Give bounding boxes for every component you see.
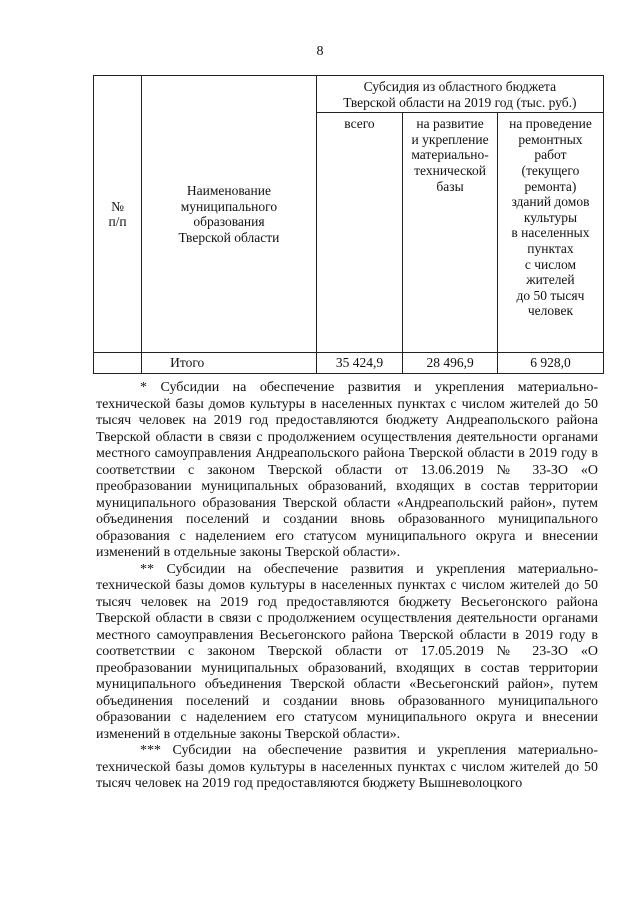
footnote-1: * Субсидии на обеспечение развития и укрепления материально-технической базы домов культуры в населенных пунктах с числом жителей до 50 тысяч человек на 2019 год предоставляются бюджету Андреапольского района Тверской области в связи с продолжением осуществления деятельности органами местного самоуправления Андреапольского района Тверской области в 2019 году в соответствии с законом Тверской области от 13.06.2019 № 33-ЗО «О преобразовании муниципальных образований, входящих в состав территории муниципального образования Тверской области «Андреапольский район», путем объединения поселений и создании вновь образованного муниципального образования с наделением его статусом муниципального округа и внесении изменений в отдельные законы Тверской области».	[96, 380, 598, 560]
header-total	[316, 113, 402, 353]
header-repair-works	[497, 113, 603, 353]
header-municipality-name-text: Наименование муниципального образования Тверской области	[178, 182, 280, 245]
header-row-number-text: № п/п	[108, 198, 127, 230]
table-header-row	[94, 76, 604, 113]
header-material-base	[403, 113, 498, 353]
total-label: Итого	[142, 353, 317, 374]
footnote-2: ** Субсидии на обеспечение развития и укрепления материально-технической базы домов культуры в населенных пунктах с числом жителей до 50 тысяч человек на 2019 год предоставляются бюджету Весьегонского района Тверской области в связи с продолжением осуществления деятельности органами местного самоуправления Весьегонского района Тверской области в 2019 году в соответствии с законом Тверской области от 17.05.2019 № 23-ЗО «О преобразовании муниципальных образований, входящих в состав территории муниципального объединения Тверской области «Весьегонский район», путем объединения поселений и создании вновь образованного муниципального образовании с наделением его статусом муниципального округа и внесении изменений в отдельные законы Тверской области».	[96, 561, 598, 742]
table-row-total	[94, 353, 604, 374]
header-subsidy-group-text: Субсидия из областного бюджета Тверской области на 2019 год (тыс. руб.)	[343, 79, 577, 110]
repair-value: 6 928,0	[497, 353, 603, 374]
header-total-text: всего	[344, 116, 375, 132]
footnote-3: *** Субсидии на обеспечение развития и укрепления материально-технической базы домов культуры в населенных пунктах с числом жителей до 50 тысяч человек на 2019 год предоставляются бюджету Вышневолоцкого	[96, 743, 598, 791]
base-value: 28 496,9	[403, 353, 498, 374]
page-number: 8	[316, 44, 324, 59]
header-municipality-name	[142, 76, 317, 353]
subsidy-table	[93, 75, 604, 374]
header-repair-works-text: на проведение ремонтных работ (текущего ремонта) зданий домов культуры в населенных пунктах с числом жителей до 50 тысяч человек	[509, 116, 592, 319]
total-row-number	[94, 353, 142, 374]
header-material-base-text: на развитие и укрепление материально- технической базы	[411, 116, 489, 194]
footnotes	[96, 380, 598, 793]
total-value: 35 424,9	[316, 353, 402, 374]
header-subsidy-group	[316, 76, 603, 113]
header-row-number	[94, 76, 142, 353]
